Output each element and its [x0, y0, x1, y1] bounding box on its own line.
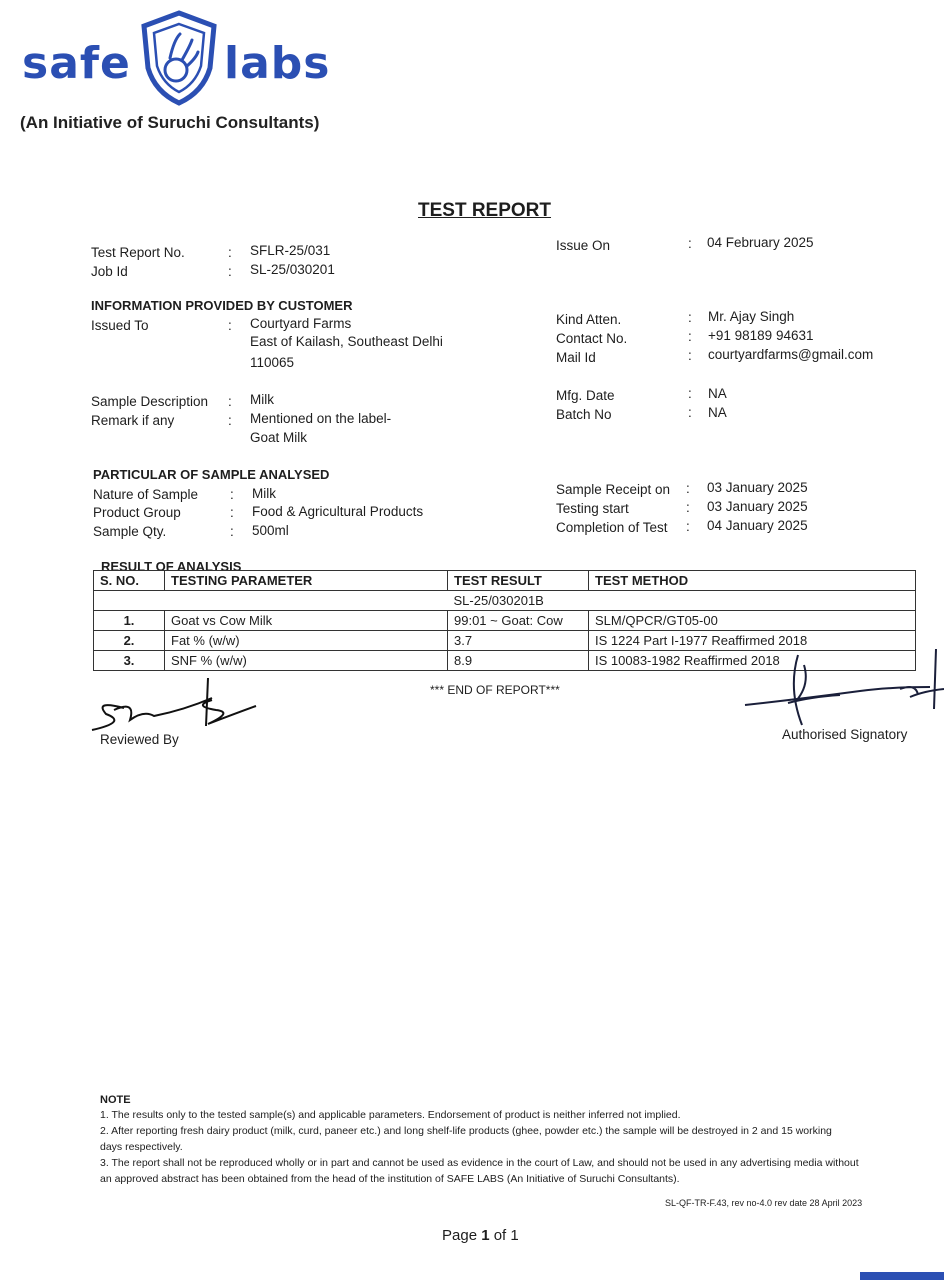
qty-value: 500ml — [252, 523, 289, 538]
kind-atten-label: Kind Atten. — [556, 312, 622, 327]
sample-desc-value: Milk — [250, 392, 274, 407]
contact-label: Contact No. — [556, 331, 628, 346]
logo-labs-text: labs — [224, 38, 331, 89]
colon: : — [688, 386, 692, 401]
colon: : — [688, 329, 692, 344]
colon: : — [688, 405, 692, 420]
end-of-report: *** END OF REPORT*** — [430, 683, 560, 697]
page-sep: of — [489, 1227, 511, 1244]
page-number — [442, 1227, 519, 1244]
table-header-row — [94, 571, 916, 591]
remark-line: Goat Milk — [250, 430, 308, 445]
authorised-signatory-label: Authorised Signatory — [782, 727, 908, 742]
header-method: TEST METHOD — [589, 571, 916, 591]
remark-line: Mentioned on the label- — [250, 411, 392, 426]
remark-label: Remark if any — [91, 413, 175, 428]
start-value: 03 January 2025 — [707, 499, 808, 514]
shield-icon — [140, 10, 218, 106]
row-method: IS 10083-1982 Reaffirmed 2018 — [589, 651, 916, 671]
start-label: Testing start — [556, 501, 629, 516]
batch-label: Batch No — [556, 407, 612, 422]
report-no-value: SFLR-25/031 — [250, 243, 331, 258]
colon: : — [230, 524, 234, 539]
mfg-label: Mfg. Date — [556, 388, 615, 403]
colon: : — [230, 487, 234, 502]
page-title: TEST REPORT — [418, 200, 552, 221]
table-cell — [94, 591, 448, 611]
colon: : — [228, 245, 232, 260]
row-param: Fat % (w/w) — [165, 631, 448, 651]
row-method: IS 1224 Part I-1977 Reaffirmed 2018 — [589, 631, 916, 651]
note-line: 1. The results only to the tested sample(s) and applicable parameters. Endorsement of product is neither inferred not implied. — [100, 1109, 681, 1121]
row-param: SNF % (w/w) — [165, 651, 448, 671]
colon: : — [688, 348, 692, 363]
header-sno: S. NO. — [94, 571, 165, 591]
table-row — [94, 611, 916, 631]
header-param: TESTING PARAMETER — [165, 571, 448, 591]
logo-tagline: (An Initiative of Suruchi Consultants) — [20, 113, 320, 132]
colon: : — [228, 413, 232, 428]
row-sno: 2. — [94, 631, 165, 651]
note-heading: NOTE — [100, 1094, 131, 1106]
group-label: Product Group — [93, 505, 181, 520]
issue-date-value: 04 February 2025 — [707, 235, 814, 250]
reviewer-signature — [84, 670, 264, 740]
row-param: Goat vs Cow Milk — [165, 611, 448, 631]
nature-value: Milk — [252, 486, 276, 501]
completion-value: 04 January 2025 — [707, 518, 808, 533]
colon: : — [686, 519, 690, 534]
report-no-label: Test Report No. — [91, 245, 185, 260]
row-result: 3.7 — [448, 631, 589, 651]
row-method: SLM/QPCR/GT05-00 — [589, 611, 916, 631]
colon: : — [228, 394, 232, 409]
group-value: Food & Agricultural Products — [252, 504, 424, 519]
colon: : — [228, 264, 232, 279]
authorised-signature — [740, 645, 944, 730]
mail-label: Mail Id — [556, 350, 596, 365]
issued-to-line: East of Kailash, Southeast Delhi — [250, 334, 443, 349]
row-result: 99:01 ~ Goat: Cow — [448, 611, 589, 631]
sample-id-row — [94, 591, 916, 611]
issued-to-label: Issued To — [91, 318, 149, 333]
page-prefix: Page — [442, 1227, 482, 1244]
header-result: TEST RESULT — [448, 571, 589, 591]
customer-heading: INFORMATION PROVIDED BY CUSTOMER — [91, 298, 353, 313]
colon: : — [688, 310, 692, 325]
reviewed-by-label: Reviewed By — [100, 732, 179, 747]
issued-to-line: Courtyard Farms — [250, 316, 352, 331]
sample-desc-label: Sample Description — [91, 394, 209, 409]
mfg-value: NA — [708, 386, 727, 401]
sample-id: SL-25/030201B — [448, 591, 916, 611]
nature-label: Nature of Sample — [93, 487, 199, 502]
qty-label: Sample Qty. — [93, 524, 167, 539]
receipt-label: Sample Receipt on — [556, 482, 671, 497]
note-line: 3. The report shall not be reproduced wholly or in part and cannot be used as evidence in the court of Law, and should not be used in any advertising media without — [100, 1157, 859, 1169]
row-result: 8.9 — [448, 651, 589, 671]
colon: : — [686, 481, 690, 496]
page-current: 1 — [481, 1227, 490, 1244]
note-line: an approved abstract has been obtained from the head of the institution of SAFE LABS (An Initiative of Suruchi Consultants). — [100, 1173, 680, 1185]
job-id-label: Job Id — [91, 264, 128, 279]
issue-label: Issue On — [556, 238, 611, 253]
completion-label: Completion of Test — [556, 520, 668, 535]
row-sno: 1. — [94, 611, 165, 631]
batch-value: NA — [708, 405, 727, 420]
mail-value: courtyardfarms@gmail.com — [708, 347, 874, 362]
note-line: 2. After reporting fresh dairy product (milk, curd, paneer etc.) and long shelf-life products (ghee, powder etc.) the sample will be destroyed in 2 and 15 working — [100, 1125, 832, 1137]
colon: : — [230, 505, 234, 520]
colon: : — [688, 236, 692, 251]
receipt-value: 03 January 2025 — [707, 480, 808, 495]
kind-atten-value: Mr. Ajay Singh — [708, 309, 795, 324]
footer-stripe — [860, 1272, 944, 1280]
results-heading: RESULT OF ANALYSIS — [101, 559, 242, 574]
colon: : — [228, 318, 232, 333]
job-id-value: SL-25/030201 — [250, 262, 335, 277]
note-line: days respectively. — [100, 1141, 183, 1153]
doc-code: SL-QF-TR-F.43, rev no-4.0 rev date 28 April 2023 — [665, 1198, 863, 1208]
page-total: 1 — [510, 1227, 519, 1244]
colon: : — [686, 500, 690, 515]
sample-heading: PARTICULAR OF SAMPLE ANALYSED — [93, 467, 330, 482]
contact-value: +91 98189 94631 — [708, 328, 814, 343]
row-sno: 3. — [94, 651, 165, 671]
logo-safe-text: safe — [22, 38, 131, 89]
issued-to-line: 110065 — [250, 355, 295, 370]
